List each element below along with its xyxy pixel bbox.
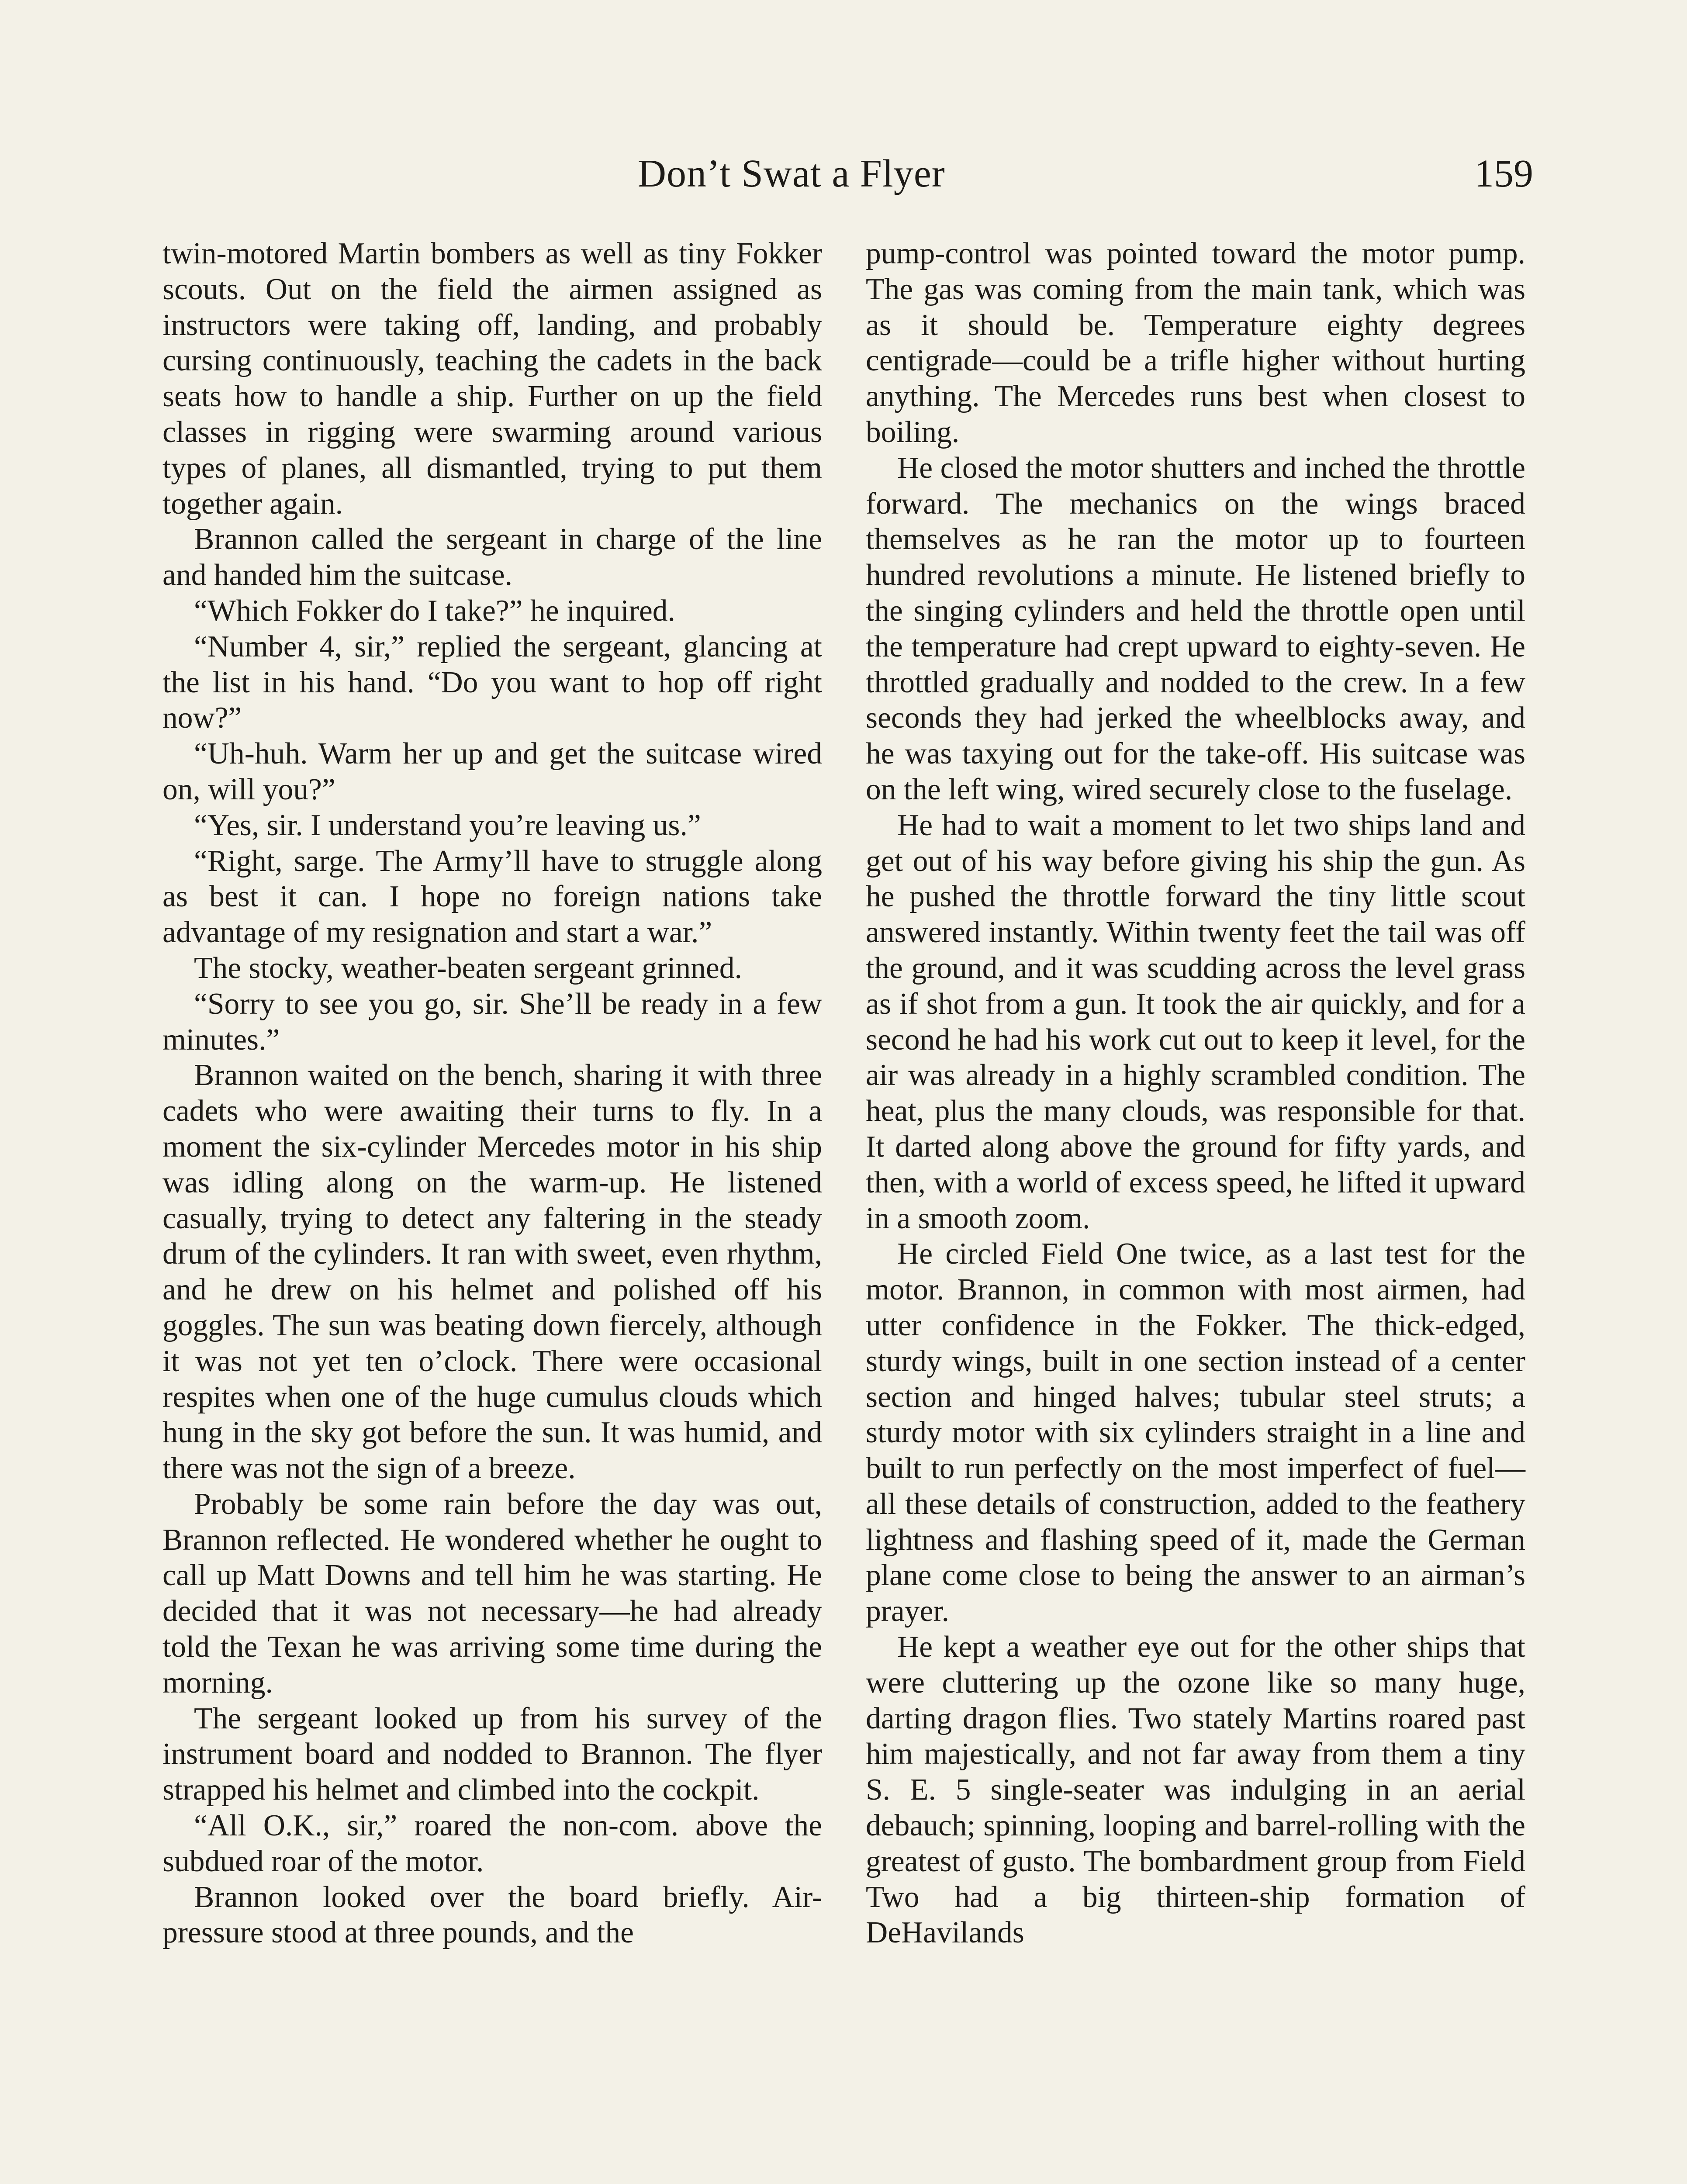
paragraph: He kept a weather eye out for the other ships that were cluttering up the ozone like so many huge, darting dragon flies. Two stately Martins roared past him majestically, and not far away from them a tiny S. E. 5 single-seater was indulging in an aerial debauch; spinning, looping and barrel-rolling with the greatest of gusto. The bombardment group from Field Two had a big thirteen-ship formation of DeHavilands	[866, 1630, 1525, 1950]
paragraph: He circled Field One twice, as a last test for the motor. Brannon, in common with most airmen, had utter confidence in the Fokker. The thick-edged, sturdy wings, built in one section instead of a center section and hinged halves; tubular steel struts; a sturdy motor with six cylinders straight in a line and built to run perfectly on the most imperfect of fuel—all these details of construction, added to the feathery lightness and flashing speed of it, made the German plane come close to being the answer to an airman’s prayer.	[866, 1237, 1525, 1628]
paragraph: pump-control was pointed toward the motor pump. The gas was coming from the main tank, which was as it should be. Temperature eighty degrees centigrade—could be a trifle higher without hurting anything. The Mercedes runs best when closest to boiling.	[866, 237, 1525, 449]
paragraph: “Yes, sir. I understand you’re leaving us.”	[194, 808, 701, 842]
paragraph: He closed the motor shutters and inched the throttle forward. The mechanics on the wings braced themselves as he ran the motor up to fourteen hundred revolutions a minute. He listened briefly to the singing cylinders and held the throttle open until the temperature had crept upward to eighty-seven. He throttled gradually and nodded to the crew. In a few seconds they had jerked the wheelblocks away, and he was taxying out for the take-off. His suitcase was on the left wing, wired securely close to the fuselage.	[866, 451, 1525, 806]
left-column	[162, 236, 822, 1951]
paragraph: He had to wait a moment to let two ships land and get out of his way before giving his ship the gun. As he pushed the throttle forward the tiny little scout answered instantly. Within twenty feet the tail was off the ground, and it was scudding across the level grass as if shot from a gun. It took the air quickly, and for a second he had his work cut out to keep it level, for the air was already in a highly scrambled condition. The heat, plus the many clouds, was responsible for that. It darted along above the ground for fifty yards, and then, with a world of excess speed, he lifted it upward in a smooth zoom.	[866, 808, 1525, 1235]
page-header	[638, 139, 1533, 209]
paragraph: Brannon waited on the bench, sharing it with three cadets who were awaiting their turns to fly. In a moment the six-cylinder Mercedes motor in his ship was idling along on the warm-up. He listened casually, trying to detect any faltering in the steady drum of the cylinders. It ran with sweet, even rhythm, and he drew on his helmet and polished off his goggles. The sun was beating down fiercely, although it was not yet ten o’clock. There were occasional respites when one of the huge cumulus clouds which hung in the sky got before the sun. It was humid, and there was not the sign of a breeze.	[162, 1058, 822, 1486]
paragraph: twin-motored Martin bombers as well as tiny Fokker scouts. Out on the field the airmen assigned as instructors were taking off, landing, and probably cursing continuously, teaching the cadets in the back seats how to handle a ship. Further on up the field classes in rigging were swarming around various types of planes, all dismantled, trying to put them together again.	[162, 237, 822, 521]
paragraph: “Right, sarge. The Army’ll have to struggle along as best it can. I hope no foreign nations take advantage of my resignation and start a war.”	[162, 844, 822, 950]
paragraph: “Number 4, sir,” replied the sergeant, glancing at the list in his hand. “Do you want to hop off right now?”	[162, 629, 822, 735]
paragraph: The sergeant looked up from his survey of the instrument board and nodded to Brannon. The flyer strapped his helmet and climbed into the cockpit.	[162, 1701, 822, 1807]
paragraph: “Uh-huh. Warm her up and get the suitcase wired on, will you?”	[162, 737, 822, 806]
paragraph: Brannon called the sergeant in charge of the line and handed him the suitcase.	[162, 522, 822, 592]
paragraph: The stocky, weather-beaten sergeant grinned.	[194, 951, 742, 985]
paragraph: “All O.K., sir,” roared the non-com. above the subdued roar of the motor.	[162, 1809, 822, 1878]
running-title: Don’t Swat a Flyer	[638, 152, 945, 195]
paragraph: Probably be some rain before the day was out, Brannon reflected. He wondered whether he ought to call up Matt Downs and tell him he was starting. He decided that it was not necessary—he had already told the Texan he was arriving some time during the morning.	[162, 1487, 822, 1700]
paragraph: Brannon looked over the board briefly. Air-pressure stood at three pounds, and the	[162, 1880, 822, 1950]
paragraph: “Which Fokker do I take?” he inquired.	[194, 594, 675, 628]
paragraph: “Sorry to see you go, sir. She’ll be ready in a few minutes.”	[162, 987, 822, 1057]
right-column	[866, 236, 1525, 1951]
page-number: 159	[1474, 152, 1533, 195]
